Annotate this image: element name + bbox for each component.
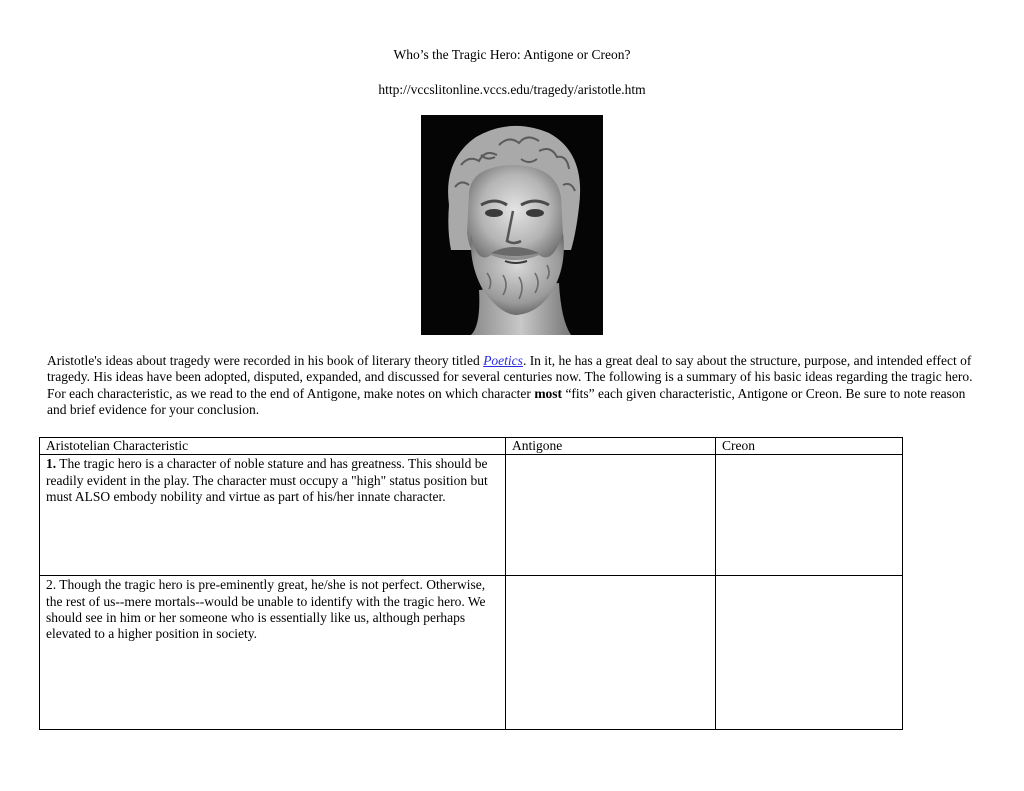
characteristic-number: 1. — [46, 456, 57, 472]
table-header-row — [40, 438, 903, 455]
intro-text-part3: “fits” each given characteristic, Antigone or Creon. Be sure to note reason and brief evidence for your conclusion. — [47, 385, 966, 417]
table-row — [40, 576, 903, 730]
aristotle-bust-portrait-icon — [421, 115, 603, 335]
table-row — [40, 455, 903, 576]
creon-notes-cell[interactable] — [716, 455, 903, 576]
poetics-link[interactable]: Poetics — [483, 353, 523, 368]
intro-emphasis-most: most — [534, 385, 563, 401]
characteristic-cell — [40, 576, 506, 730]
characteristic-text: 2. Though the tragic hero is pre-eminently great, he/she is not perfect. Otherwise, the rest of us--mere mortals--would be unable to identify with the tragic hero. We should see in him or her someone who is essentially like us, although perhaps elevated to a higher position in society. — [46, 577, 486, 642]
characteristic-text: The tragic hero is a character of noble stature and has greatness. This should be readily evident in the play. The character must occupy a "high" status position but must ALSO embody nobility and virtue as part of his/her innate character. — [46, 456, 488, 504]
source-url: http://vccslitonline.vccs.edu/tragedy/aristotle.htm — [378, 82, 646, 97]
header-aristotelian-characteristic: Aristotelian Characteristic — [40, 438, 506, 455]
header-antigone: Antigone — [506, 438, 716, 455]
creon-notes-cell[interactable] — [716, 576, 903, 730]
intro-text-part2: . In it, he has a great deal to say about the structure, purpose, and intended effect of tragedy. His ideas have been adopted, disputed, expanded, and discussed for several centuries now. The following is a summary of his basic ideas regarding the tragic hero. For each characteristic, as we read to the end of Antigone, make notes on which character — [47, 353, 973, 401]
intro-paragraph — [47, 353, 987, 418]
intro-text-part1: Aristotle's ideas about tragedy were recorded in his book of literary theory titled — [47, 353, 484, 368]
antigone-notes-cell[interactable] — [506, 576, 716, 730]
document-title: Who’s the Tragic Hero: Antigone or Creon? — [393, 47, 631, 62]
characteristics-table — [39, 437, 903, 730]
aristotle-portrait — [421, 115, 603, 335]
header-creon: Creon — [716, 438, 903, 455]
characteristic-cell — [40, 455, 506, 576]
antigone-notes-cell[interactable] — [506, 455, 716, 576]
